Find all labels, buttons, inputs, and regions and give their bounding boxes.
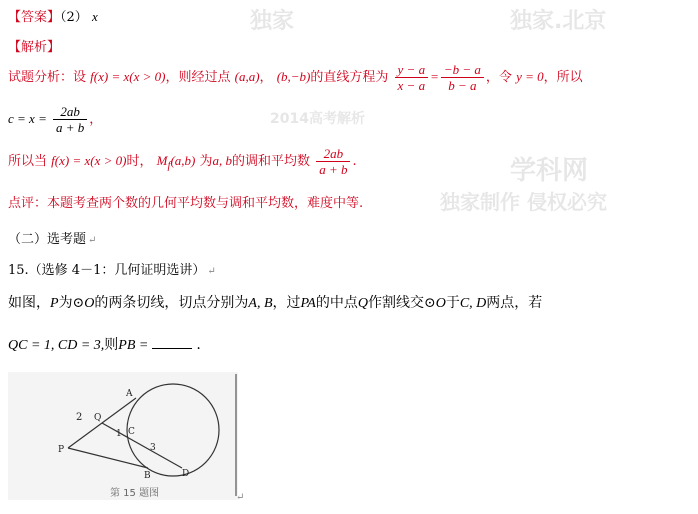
text-segment: 的调和平均数 — [232, 154, 311, 169]
geometry-figure — [8, 372, 238, 500]
analysis-line-1 — [8, 62, 583, 93]
label-q: Q — [94, 413, 102, 423]
watermark-text: 独家 — [250, 9, 295, 34]
fraction: $\frac{y - a}{x - a}$ — [395, 62, 429, 93]
watermark-text: 学科网 — [510, 156, 589, 186]
text-segment: 时， — [126, 154, 153, 169]
label-b: B — [144, 471, 151, 481]
watermark-text: 独家.北京 — [510, 9, 607, 34]
math-expression: (b,−b) — [276, 69, 311, 84]
math-expression: c = x = — [8, 111, 47, 126]
text-segment: 试题分析：设 — [8, 70, 87, 85]
math-expression: $M_f(a,b)$ — [156, 153, 196, 172]
analysis-line-3 — [8, 146, 357, 177]
problem-line-1: 如图，P为⊙O的两条切线，切点分别为A, B，过PA的中点Q作割线交⊙O于C, D两点，若 — [8, 295, 543, 311]
watermark-text: 2014高考解析 — [270, 111, 365, 127]
text-segment: 所以当 — [8, 154, 48, 169]
answer-line — [8, 6, 98, 25]
fraction: $\frac{-b - a}{b - a}$ — [441, 62, 484, 93]
math-expression: a, b — [212, 153, 233, 168]
analysis-tag: 【解析】 — [8, 40, 61, 55]
text-segment: ，则经过点 — [165, 70, 231, 85]
answer-value: x — [91, 9, 98, 24]
label-a: A — [126, 389, 133, 399]
analysis-line-2 — [8, 104, 102, 135]
answer-blank — [152, 336, 192, 349]
text-segment: ，所以 — [543, 70, 583, 85]
label-c: C — [128, 427, 135, 437]
math-expression: (a,a) — [234, 69, 260, 84]
math-expression: y = 0 — [516, 69, 544, 84]
answer-tag: 【答案】 — [8, 10, 61, 25]
math-expression: = — [430, 69, 439, 84]
comment-line: 点评：本题考查两个数的几何平均数与调和平均数，难度中等. — [8, 196, 364, 211]
return-mark: ↵ — [236, 492, 245, 503]
section-heading: （二）选考题 ↵ — [8, 232, 97, 247]
label-3: 3 — [150, 443, 156, 453]
text-segment: . — [352, 154, 357, 169]
label-p: P — [58, 445, 65, 455]
fraction: $\frac{2ab}{a + b}$ — [316, 146, 350, 177]
watermark-text: 独家制作 侵权必究 — [440, 190, 607, 214]
math-expression: f(x) = x(x > 0) — [90, 69, 166, 84]
text-segment: ， — [259, 70, 273, 85]
math-expression: f(x) = x(x > 0) — [51, 153, 127, 168]
figure-background — [8, 372, 238, 500]
label-d: D — [182, 469, 190, 479]
text-segment: ， — [89, 112, 103, 127]
label-2: 2 — [76, 412, 83, 423]
question-heading: 15.（选修 4－1：几何证明选讲） ↵ — [8, 263, 216, 278]
fraction: $\frac{2ab}{a + b}$ — [53, 104, 87, 135]
text-segment: 的直线方程为 — [310, 70, 389, 85]
figure-caption: 第 15 题图 — [110, 488, 160, 499]
text-segment: ，令 — [485, 70, 512, 85]
text-segment: 为 — [199, 154, 213, 169]
answer-part: （2） — [60, 10, 88, 25]
label-1: 1 — [116, 429, 122, 439]
problem-line-2: QC = 1, CD = 3,则PB = . — [8, 337, 201, 353]
